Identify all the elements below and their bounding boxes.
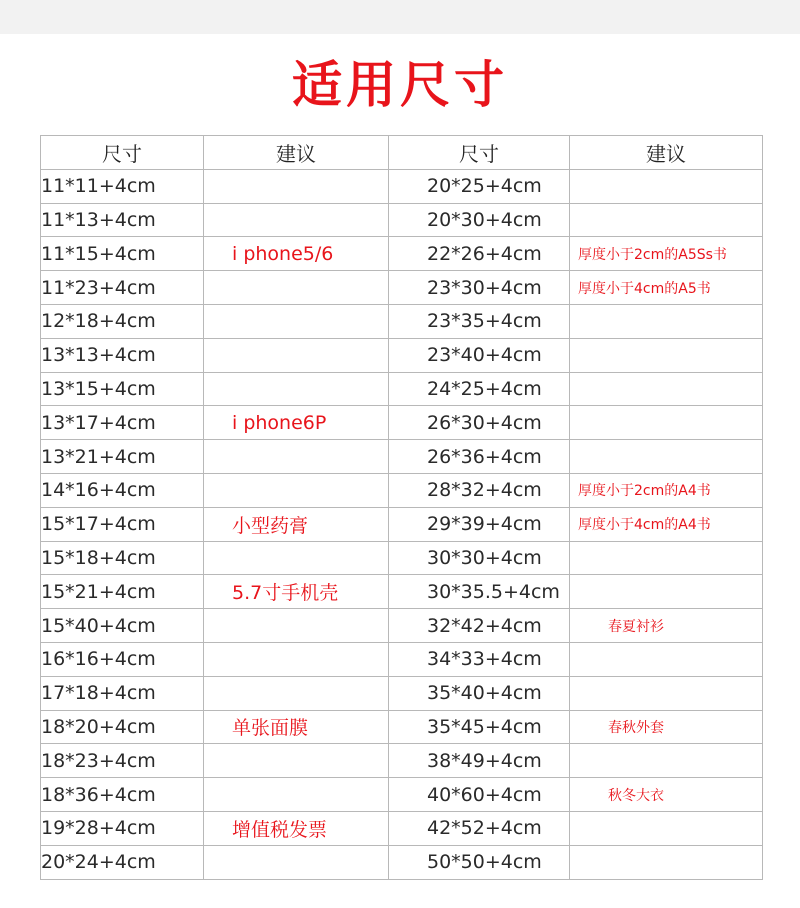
suggestion-cell-right: 春夏衬衫 bbox=[570, 609, 763, 643]
suggestion-cell-left: 单张面膜 bbox=[204, 710, 389, 744]
suggestion-cell-right bbox=[570, 744, 763, 778]
table-row bbox=[41, 372, 763, 406]
size-cell-left: 19*28+4cm bbox=[41, 811, 204, 845]
size-table bbox=[40, 135, 763, 880]
suggestion-cell-left bbox=[204, 845, 389, 879]
suggestion-cell-left bbox=[204, 338, 389, 372]
size-cell-left: 11*23+4cm bbox=[41, 271, 204, 305]
size-cell-left: 18*36+4cm bbox=[41, 778, 204, 812]
size-cell-left: 13*13+4cm bbox=[41, 338, 204, 372]
table-row bbox=[41, 203, 763, 237]
size-cell-right: 20*25+4cm bbox=[389, 169, 570, 203]
size-cell-left: 15*40+4cm bbox=[41, 609, 204, 643]
size-cell-left: 12*18+4cm bbox=[41, 304, 204, 338]
suggestion-cell-right bbox=[570, 642, 763, 676]
suggestion-cell-right bbox=[570, 304, 763, 338]
size-cell-right: 20*30+4cm bbox=[389, 203, 570, 237]
table-body bbox=[41, 169, 763, 879]
size-cell-right: 30*30+4cm bbox=[389, 541, 570, 575]
table-row bbox=[41, 575, 763, 609]
table-row bbox=[41, 710, 763, 744]
table-row bbox=[41, 473, 763, 507]
size-cell-right: 26*30+4cm bbox=[389, 406, 570, 440]
size-cell-right: 34*33+4cm bbox=[389, 642, 570, 676]
size-cell-left: 13*21+4cm bbox=[41, 440, 204, 474]
size-cell-right: 28*32+4cm bbox=[389, 473, 570, 507]
table-row bbox=[41, 304, 763, 338]
suggestion-cell-left: 小型药膏 bbox=[204, 507, 389, 541]
size-cell-right: 38*49+4cm bbox=[389, 744, 570, 778]
suggestion-cell-left bbox=[204, 609, 389, 643]
header-suggestion-right: 建议 bbox=[570, 136, 763, 170]
size-cell-right: 26*36+4cm bbox=[389, 440, 570, 474]
table-row bbox=[41, 440, 763, 474]
size-cell-left: 14*16+4cm bbox=[41, 473, 204, 507]
table-row bbox=[41, 169, 763, 203]
suggestion-cell-left bbox=[204, 676, 389, 710]
suggestion-cell-left bbox=[204, 744, 389, 778]
size-cell-left: 16*16+4cm bbox=[41, 642, 204, 676]
size-cell-right: 35*40+4cm bbox=[389, 676, 570, 710]
page-title: 适用尺寸 bbox=[292, 56, 508, 114]
size-cell-right: 50*50+4cm bbox=[389, 845, 570, 879]
suggestion-cell-right bbox=[570, 338, 763, 372]
table-row bbox=[41, 541, 763, 575]
suggestion-cell-right bbox=[570, 406, 763, 440]
size-cell-right: 30*35.5+4cm bbox=[389, 575, 570, 609]
size-cell-left: 18*23+4cm bbox=[41, 744, 204, 778]
suggestion-cell-right bbox=[570, 203, 763, 237]
suggestion-cell-right bbox=[570, 372, 763, 406]
table-row bbox=[41, 271, 763, 305]
size-cell-left: 13*17+4cm bbox=[41, 406, 204, 440]
suggestion-cell-left bbox=[204, 642, 389, 676]
size-cell-right: 35*45+4cm bbox=[389, 710, 570, 744]
suggestion-cell-left bbox=[204, 778, 389, 812]
suggestion-cell-left bbox=[204, 271, 389, 305]
size-cell-left: 11*15+4cm bbox=[41, 237, 204, 271]
suggestion-cell-left: i phone6P bbox=[204, 406, 389, 440]
size-cell-right: 23*30+4cm bbox=[389, 271, 570, 305]
table-row bbox=[41, 237, 763, 271]
suggestion-cell-right: 厚度小于4cm的A4书 bbox=[570, 507, 763, 541]
suggestion-cell-right bbox=[570, 811, 763, 845]
size-cell-left: 15*21+4cm bbox=[41, 575, 204, 609]
suggestion-cell-left bbox=[204, 169, 389, 203]
suggestion-cell-right bbox=[570, 440, 763, 474]
table-row bbox=[41, 609, 763, 643]
suggestion-cell-right: 秋冬大衣 bbox=[570, 778, 763, 812]
suggestion-cell-right bbox=[570, 676, 763, 710]
header-size-right: 尺寸 bbox=[389, 136, 570, 170]
size-cell-right: 32*42+4cm bbox=[389, 609, 570, 643]
suggestion-cell-right bbox=[570, 169, 763, 203]
size-cell-left: 15*17+4cm bbox=[41, 507, 204, 541]
suggestion-cell-right: 厚度小于2cm的A4书 bbox=[570, 473, 763, 507]
suggestion-cell-right: 春秋外套 bbox=[570, 710, 763, 744]
table-row bbox=[41, 338, 763, 372]
suggestion-cell-right bbox=[570, 575, 763, 609]
size-cell-left: 11*11+4cm bbox=[41, 169, 204, 203]
size-cell-left: 20*24+4cm bbox=[41, 845, 204, 879]
size-cell-right: 42*52+4cm bbox=[389, 811, 570, 845]
header-size-left: 尺寸 bbox=[41, 136, 204, 170]
table-row bbox=[41, 744, 763, 778]
suggestion-cell-left bbox=[204, 304, 389, 338]
table-header-row bbox=[41, 136, 763, 170]
size-cell-left: 13*15+4cm bbox=[41, 372, 204, 406]
table-row bbox=[41, 676, 763, 710]
suggestion-cell-right: 厚度小于4cm的A5书 bbox=[570, 271, 763, 305]
suggestion-cell-right: 厚度小于2cm的A5Ss书 bbox=[570, 237, 763, 271]
table-row bbox=[41, 507, 763, 541]
size-cell-right: 23*35+4cm bbox=[389, 304, 570, 338]
suggestion-cell-left bbox=[204, 541, 389, 575]
header-suggestion-left: 建议 bbox=[204, 136, 389, 170]
suggestion-cell-left bbox=[204, 372, 389, 406]
size-cell-right: 24*25+4cm bbox=[389, 372, 570, 406]
table-row bbox=[41, 811, 763, 845]
size-cell-right: 29*39+4cm bbox=[389, 507, 570, 541]
suggestion-cell-right bbox=[570, 541, 763, 575]
suggestion-cell-left bbox=[204, 440, 389, 474]
size-cell-left: 17*18+4cm bbox=[41, 676, 204, 710]
table-row bbox=[41, 845, 763, 879]
table-row bbox=[41, 778, 763, 812]
suggestion-cell-left: i phone5/6 bbox=[204, 237, 389, 271]
suggestion-cell-left bbox=[204, 203, 389, 237]
suggestion-cell-left: 增值税发票 bbox=[204, 811, 389, 845]
suggestion-cell-right bbox=[570, 845, 763, 879]
suggestion-cell-left bbox=[204, 473, 389, 507]
top-band bbox=[0, 0, 800, 34]
size-cell-left: 18*20+4cm bbox=[41, 710, 204, 744]
table-row bbox=[41, 406, 763, 440]
size-cell-left: 11*13+4cm bbox=[41, 203, 204, 237]
size-cell-right: 23*40+4cm bbox=[389, 338, 570, 372]
table-row bbox=[41, 642, 763, 676]
size-cell-right: 22*26+4cm bbox=[389, 237, 570, 271]
size-cell-right: 40*60+4cm bbox=[389, 778, 570, 812]
suggestion-cell-left: 5.7寸手机壳 bbox=[204, 575, 389, 609]
size-cell-left: 15*18+4cm bbox=[41, 541, 204, 575]
